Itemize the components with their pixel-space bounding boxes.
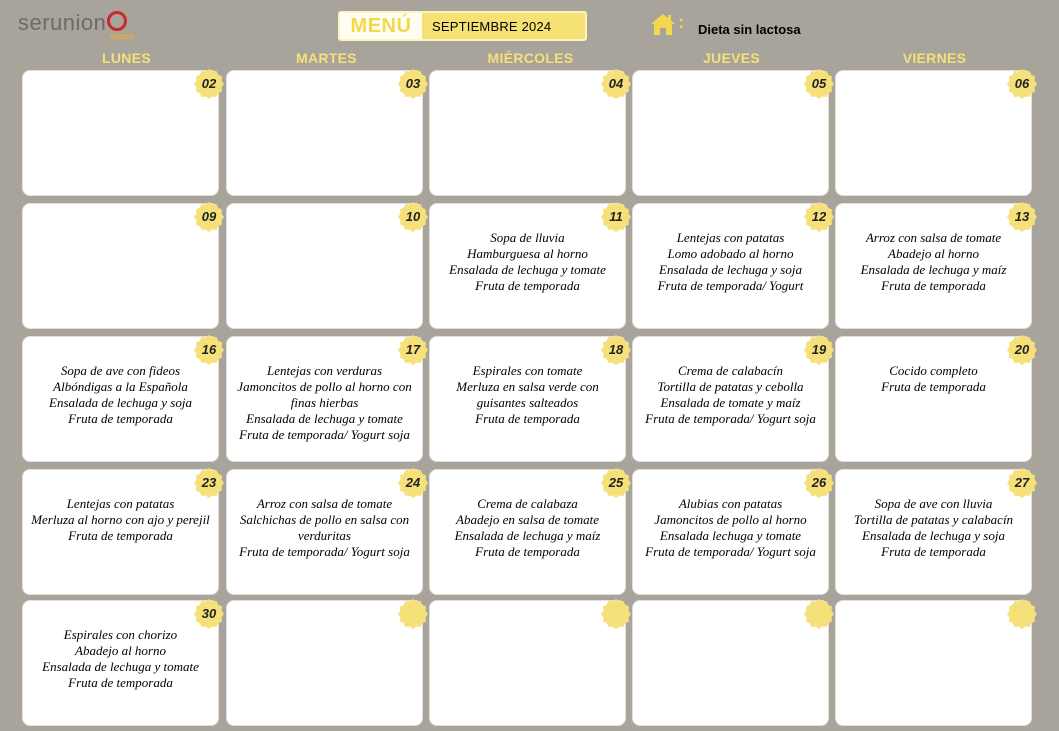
day-number: 03 bbox=[405, 76, 421, 91]
menu-item: Sopa de ave con fideos bbox=[60, 363, 181, 378]
day-badge bbox=[601, 69, 631, 99]
day-cell bbox=[835, 203, 1032, 329]
menu-item: Ensalada de lechuga y soja bbox=[862, 528, 1005, 543]
day-cell bbox=[22, 600, 219, 726]
day-number: 17 bbox=[405, 342, 421, 357]
day-cell bbox=[226, 469, 423, 595]
menu-item: Fruta de temporada bbox=[68, 411, 173, 426]
weekday-friday: VIERNES bbox=[902, 50, 967, 66]
day-cell bbox=[429, 336, 626, 462]
day-cell bbox=[835, 70, 1032, 196]
menu-items bbox=[840, 230, 1027, 294]
menu-items bbox=[840, 496, 1027, 560]
day-badge bbox=[804, 335, 834, 365]
menu-item: Fruta de temporada bbox=[475, 544, 580, 559]
day-badge bbox=[194, 468, 224, 498]
day-number bbox=[601, 599, 631, 629]
menu-items bbox=[434, 496, 621, 560]
day-badge bbox=[398, 202, 428, 232]
day-badge bbox=[1007, 202, 1037, 232]
menu-item: Ensalada de lechuga y maíz bbox=[454, 528, 601, 543]
menu-item: Fruta de temporada/ Yogurt soja bbox=[645, 544, 816, 559]
menu-item: Espirales con tomate bbox=[472, 363, 583, 378]
day-number: 04 bbox=[608, 76, 624, 91]
menu-item: Fruta de temporada bbox=[475, 411, 580, 426]
menu-item: Arroz con salsa de tomate bbox=[865, 230, 1002, 245]
menu-item: Fruta de temporada bbox=[68, 528, 173, 543]
day-number: 27 bbox=[1014, 475, 1030, 490]
day-number: 10 bbox=[405, 209, 421, 224]
menu-item: Fruta de temporada/ Yogurt soja bbox=[239, 427, 410, 442]
menu-item: Fruta de temporada bbox=[475, 278, 580, 293]
day-badge bbox=[601, 202, 631, 232]
day-number: 11 bbox=[609, 209, 623, 224]
menu-items bbox=[27, 627, 214, 691]
day-badge bbox=[194, 599, 224, 629]
home-colon: : bbox=[678, 11, 684, 32]
day-badge bbox=[1007, 335, 1037, 365]
day-badge bbox=[194, 335, 224, 365]
menu-item: Jamoncitos de pollo al horno con finas hierbas bbox=[237, 379, 412, 410]
menu-item: Ensalada de tomate y maíz bbox=[660, 395, 801, 410]
menu-label: MENÚ bbox=[340, 13, 422, 39]
menu-item: Sopa de ave con lluvia bbox=[874, 496, 993, 511]
day-cell bbox=[429, 600, 626, 726]
day-number: 16 bbox=[201, 342, 217, 357]
menu-item: Lentejas con verduras bbox=[266, 363, 383, 378]
menu-item: Ensalada de lechuga y tomate bbox=[246, 411, 403, 426]
day-badge bbox=[398, 599, 428, 629]
day-number: 12 bbox=[811, 209, 827, 224]
day-badge bbox=[804, 69, 834, 99]
day-number bbox=[1007, 599, 1037, 629]
day-cell bbox=[632, 469, 829, 595]
day-badge bbox=[804, 599, 834, 629]
day-badge bbox=[1007, 599, 1037, 629]
menu-item: Fruta de temporada bbox=[68, 675, 173, 690]
day-cell bbox=[632, 336, 829, 462]
day-cell bbox=[226, 600, 423, 726]
day-number: 05 bbox=[811, 76, 827, 91]
menu-item: Crema de calabaza bbox=[477, 496, 578, 511]
day-number: 30 bbox=[201, 606, 217, 621]
menu-item: Ensalada de lechuga y soja bbox=[49, 395, 192, 410]
menu-item: Merluza en salsa verde con guisantes salteados bbox=[456, 379, 599, 410]
day-number: 18 bbox=[608, 342, 624, 357]
day-number: 09 bbox=[201, 209, 217, 224]
day-badge bbox=[601, 335, 631, 365]
day-badge bbox=[601, 599, 631, 629]
day-cell bbox=[835, 469, 1032, 595]
day-badge bbox=[1007, 468, 1037, 498]
menu-item: Fruta de temporada/ Yogurt soja bbox=[239, 544, 410, 559]
logo-text: serunion bbox=[18, 10, 107, 35]
day-badge bbox=[1007, 69, 1037, 99]
menu-item: Fruta de temporada bbox=[881, 278, 986, 293]
day-badge bbox=[398, 335, 428, 365]
day-cell bbox=[429, 70, 626, 196]
menu-item: Cocido completo bbox=[889, 363, 978, 378]
menu-items bbox=[27, 496, 214, 544]
menu-item: Ensalada de lechuga y tomate bbox=[42, 659, 199, 674]
menu-item: Arroz con salsa de tomate bbox=[256, 496, 393, 511]
menu-item: Fruta de temporada/ Yogurt soja bbox=[645, 411, 816, 426]
menu-item: Lentejas con patatas bbox=[66, 496, 175, 511]
menu-items bbox=[637, 363, 824, 427]
day-badge bbox=[804, 468, 834, 498]
menu-item: Crema de calabacín bbox=[678, 363, 783, 378]
menu-item: Jamoncitos de pollo al horno bbox=[654, 512, 807, 527]
logo-mark-icon bbox=[104, 8, 134, 41]
menu-item: Ensalada de lechuga y tomate bbox=[449, 262, 606, 277]
day-cell bbox=[632, 203, 829, 329]
month-label: SEPTIEMBRE 2024 bbox=[432, 18, 552, 34]
home-indicator bbox=[650, 12, 684, 36]
day-cell bbox=[22, 336, 219, 462]
weekday-tuesday: MARTES bbox=[296, 50, 357, 66]
menu-items bbox=[637, 496, 824, 560]
menu-item: Abadejo en salsa de tomate bbox=[456, 512, 599, 527]
menu-item: Espirales con chorizo bbox=[63, 627, 178, 642]
menu-item: Albóndigas a la Española bbox=[53, 379, 188, 394]
menu-item: Fruta de temporada/ Yogurt bbox=[657, 278, 804, 293]
menu-items bbox=[434, 363, 621, 427]
menu-item: Fruta de temporada bbox=[881, 379, 986, 394]
day-cell bbox=[429, 469, 626, 595]
menu-item: Ensalada de lechuga y maíz bbox=[860, 262, 1007, 277]
menu-item: Abadejo al horno bbox=[75, 643, 166, 658]
menu-items bbox=[840, 363, 1027, 395]
day-number: 13 bbox=[1014, 209, 1030, 224]
day-number: 26 bbox=[811, 475, 827, 490]
day-cell bbox=[226, 203, 423, 329]
menu-item: Ensalada de lechuga y soja bbox=[659, 262, 802, 277]
day-number: 20 bbox=[1014, 342, 1030, 357]
menu-item: Alubias con patatas bbox=[678, 496, 783, 511]
menu-item: Lentejas con patatas bbox=[676, 230, 785, 245]
day-badge bbox=[194, 69, 224, 99]
day-number: 23 bbox=[201, 475, 217, 490]
menu-item: Hamburguesa al horno bbox=[467, 246, 588, 261]
menu-items bbox=[231, 363, 418, 443]
diet-label: Dieta sin lactosa bbox=[698, 22, 801, 37]
day-number: 25 bbox=[608, 475, 624, 490]
menu-item: Ensalada lechuga y tomate bbox=[659, 528, 802, 543]
menu-item: Merluza al horno con ajo y perejil bbox=[31, 512, 210, 527]
day-cell bbox=[632, 600, 829, 726]
logo-tagline: educa bbox=[110, 32, 134, 41]
weekday-thursday: JUEVES bbox=[702, 50, 761, 66]
day-number bbox=[804, 599, 834, 629]
menu-items bbox=[637, 230, 824, 294]
day-cell bbox=[22, 469, 219, 595]
day-badge bbox=[601, 468, 631, 498]
day-number: 06 bbox=[1014, 76, 1030, 91]
day-number bbox=[398, 599, 428, 629]
day-cell bbox=[835, 336, 1032, 462]
menu-items bbox=[434, 230, 621, 294]
weekday-wednesday: MIÉRCOLES bbox=[487, 50, 574, 66]
day-number: 19 bbox=[811, 342, 827, 357]
day-number: 24 bbox=[405, 475, 421, 490]
day-badge bbox=[804, 202, 834, 232]
weekday-monday: LUNES bbox=[102, 50, 151, 66]
day-badge bbox=[398, 69, 428, 99]
day-cell bbox=[22, 203, 219, 329]
menu-item: Fruta de temporada bbox=[881, 544, 986, 559]
menu-item: Tortilla de patatas y cebolla bbox=[657, 379, 804, 394]
day-cell bbox=[632, 70, 829, 196]
menu-items bbox=[231, 496, 418, 560]
day-number: 02 bbox=[201, 76, 217, 91]
menu-item: Sopa de lluvia bbox=[490, 230, 565, 245]
day-cell bbox=[835, 600, 1032, 726]
serunion-logo bbox=[18, 8, 134, 42]
weekday-header bbox=[22, 50, 1034, 68]
day-cell bbox=[429, 203, 626, 329]
menu-items bbox=[27, 363, 214, 427]
menu-item: Tortilla de patatas y calabacín bbox=[853, 512, 1014, 527]
menu-item: Abadejo al horno bbox=[888, 246, 979, 261]
day-badge bbox=[398, 468, 428, 498]
home-icon bbox=[650, 12, 676, 36]
day-cell bbox=[22, 70, 219, 196]
menu-item: Lomo adobado al horno bbox=[667, 246, 794, 261]
menu-title-box bbox=[338, 11, 587, 41]
menu-item: Salchichas de pollo en salsa con verduritas bbox=[239, 512, 410, 543]
day-cell bbox=[226, 70, 423, 196]
day-cell bbox=[226, 336, 423, 462]
day-badge bbox=[194, 202, 224, 232]
